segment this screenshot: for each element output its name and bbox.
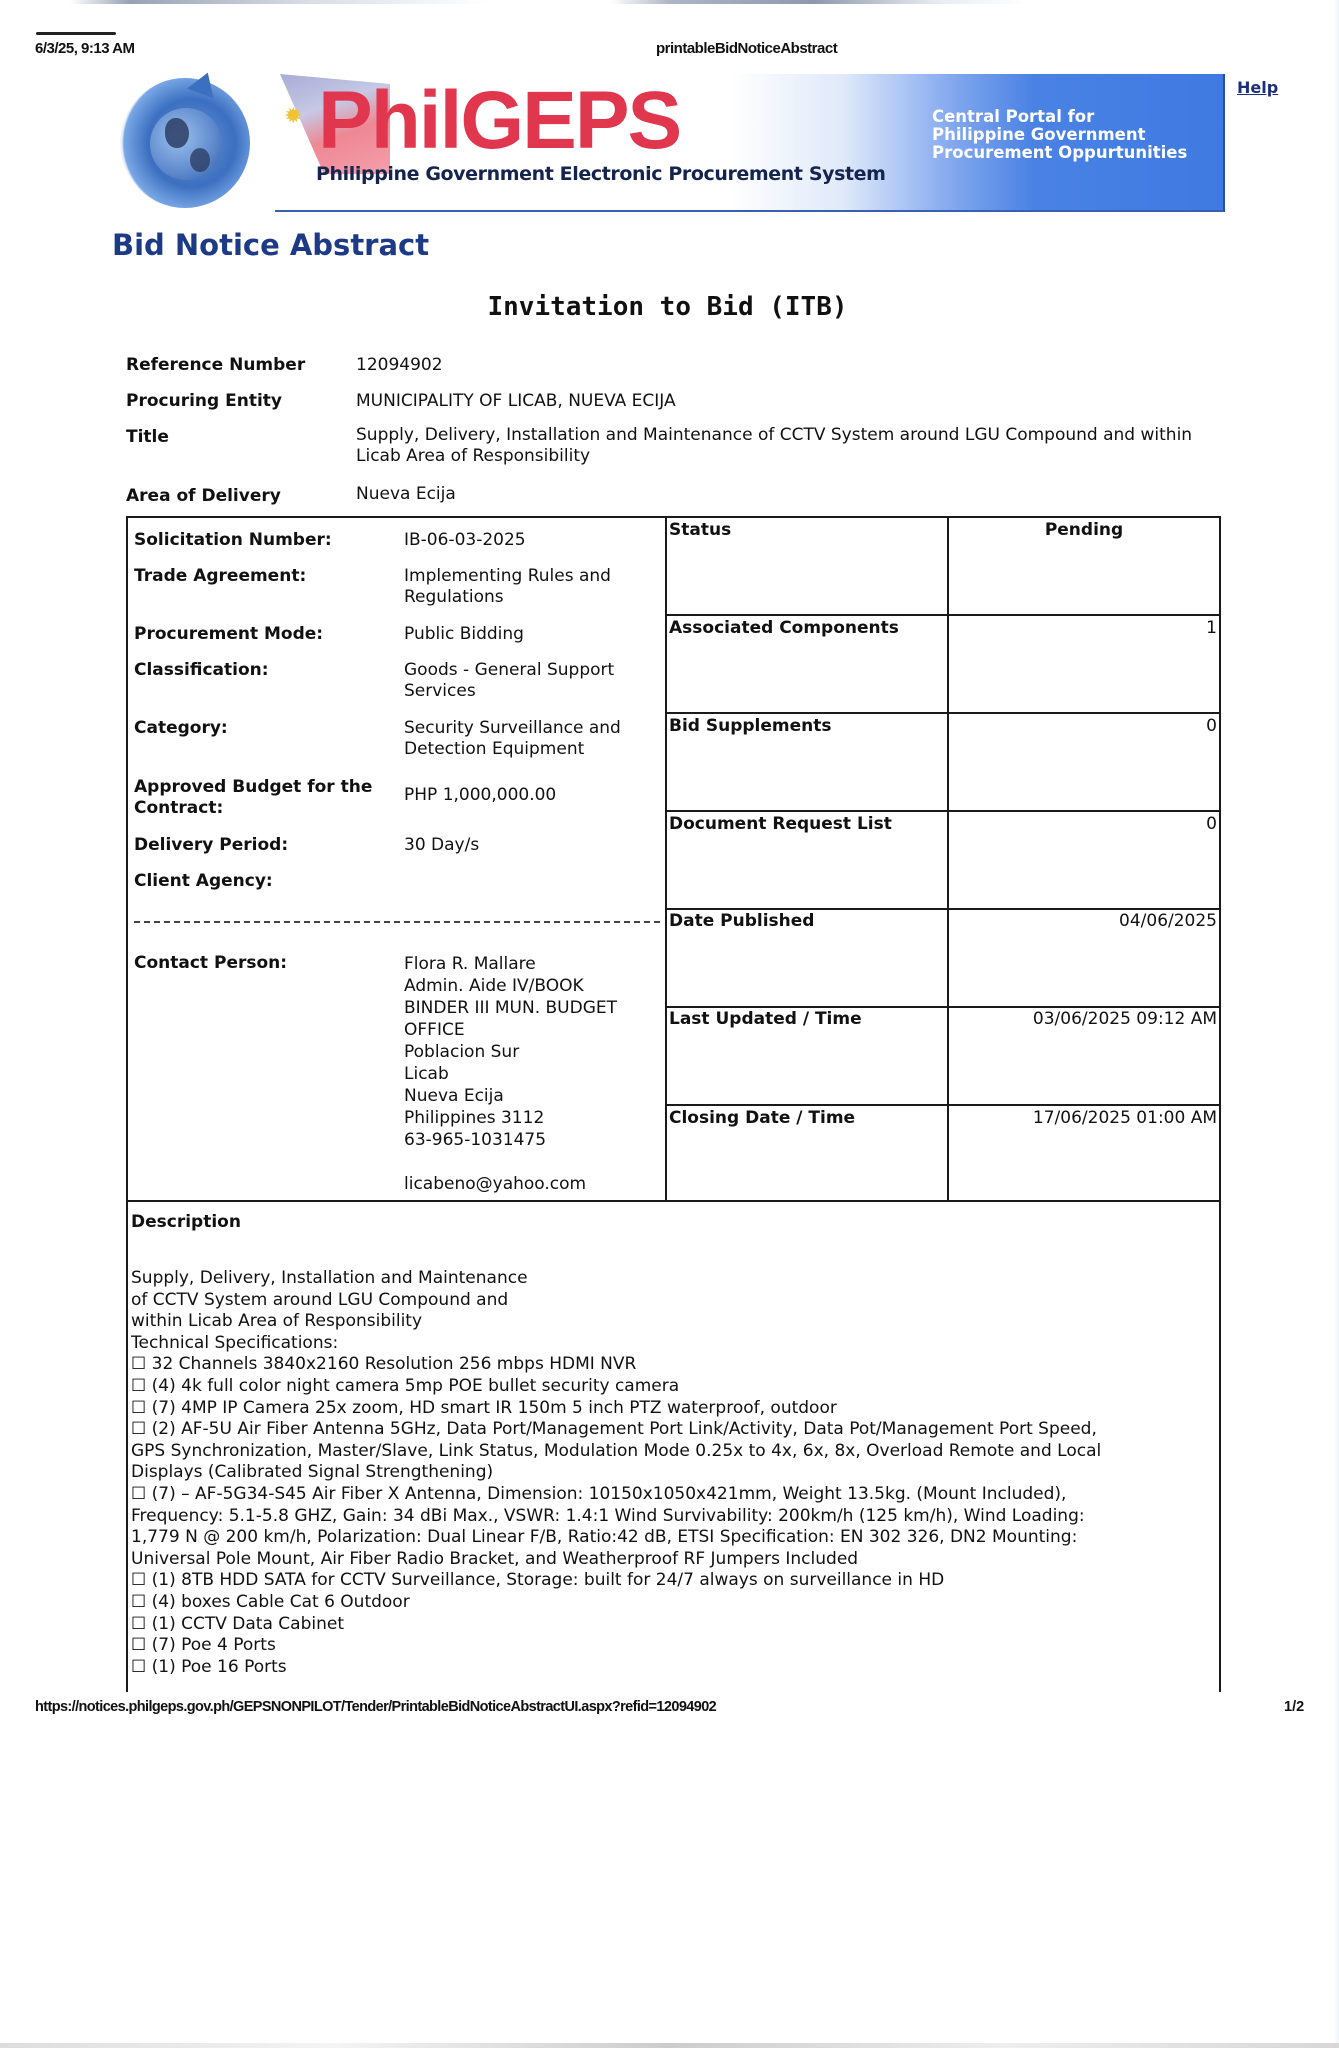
associated-components-label: Associated Components bbox=[669, 618, 899, 638]
row-divider bbox=[665, 1104, 1221, 1106]
row-divider bbox=[665, 810, 1221, 812]
print-footer-url: https://notices.philgeps.gov.ph/GEPSNONPILOT/Tender/PrintableBidNoticeAbstractUI.aspx?refid=12094902 bbox=[35, 1699, 717, 1715]
title-value: Supply, Delivery, Installation and Maintenance of CCTV System around LGU Compound and within Licab Area of Responsibility bbox=[356, 425, 1193, 466]
delivery-period-value: 30 Day/s bbox=[404, 835, 480, 855]
area-of-delivery-label: Area of Delivery bbox=[126, 486, 281, 506]
procurement-mode-label: Procurement Mode: bbox=[134, 624, 324, 644]
pen-mark bbox=[36, 32, 116, 35]
contact-address: Poblacion Sur bbox=[404, 1042, 520, 1062]
trade-agreement-label: Trade Agreement: bbox=[134, 566, 307, 586]
spec-item-continued: 1,779 N @ 200 km/h, Polarization: Dual Linear F/B, Ratio:42 dB, ETSI Specification: EN 302 326, DN2 Mounting: bbox=[131, 1527, 1078, 1548]
notice-type-text: Invitation to Bid (ITB) bbox=[487, 292, 848, 322]
solicitation-number-label: Solicitation Number: bbox=[134, 530, 332, 550]
description-body bbox=[131, 1268, 1191, 1678]
bid-supplements-value: 0 bbox=[1206, 716, 1217, 736]
contact-address: Licab bbox=[404, 1064, 449, 1084]
spec-item: ☐ 32 Channels 3840x2160 Resolution 256 mbps HDMI NVR bbox=[131, 1354, 637, 1375]
procurement-mode-value: Public Bidding bbox=[404, 624, 524, 644]
contact-position: OFFICE bbox=[404, 1020, 465, 1040]
approved-budget-value: PHP 1,000,000.00 bbox=[404, 785, 557, 805]
spec-item: ☐ (4) 4k full color night camera 5mp POE bullet security camera bbox=[131, 1375, 680, 1396]
description-line: of CCTV System around LGU Compound and bbox=[131, 1289, 509, 1310]
description-line: Technical Specifications: bbox=[131, 1332, 339, 1353]
row-divider bbox=[665, 712, 1221, 714]
sun-icon: ✹ bbox=[284, 104, 303, 129]
procuring-entity-value: MUNICIPALITY OF LICAB, NUEVA ECIJA bbox=[356, 391, 676, 411]
row-divider bbox=[665, 1006, 1221, 1008]
spec-item: ☐ (1) CCTV Data Cabinet bbox=[131, 1613, 344, 1634]
notice-type-heading bbox=[0, 292, 1339, 322]
scan-bottom-edge bbox=[0, 2043, 1339, 2048]
row-divider bbox=[665, 908, 1221, 910]
title-label: Title bbox=[126, 427, 169, 447]
row-divider bbox=[665, 614, 1221, 616]
area-of-delivery-value: Nueva Ecija bbox=[356, 484, 456, 504]
description-title: Description bbox=[131, 1212, 241, 1232]
portal-line: Procurement Oppurtunities bbox=[932, 143, 1188, 162]
globe-earth-icon bbox=[150, 108, 222, 180]
procuring-entity-label: Procuring Entity bbox=[126, 391, 282, 411]
description-line: Supply, Delivery, Installation and Maintenance bbox=[131, 1268, 528, 1288]
spec-item-continued: Universal Pole Mount, Air Fiber Radio Bracket, and Weatherproof RF Jumpers Included bbox=[131, 1548, 859, 1569]
globe-continent-icon bbox=[165, 118, 189, 148]
last-updated-value: 03/06/2025 09:12 AM bbox=[1032, 1009, 1217, 1029]
document-request-list-value: 0 bbox=[1206, 814, 1217, 834]
contact-phone: 63-965-1031475 bbox=[404, 1130, 547, 1150]
contact-address: Nueva Ecija bbox=[404, 1086, 504, 1106]
client-agency-label: Client Agency: bbox=[134, 871, 273, 891]
spec-item: ☐ (7) Poe 4 Ports bbox=[131, 1635, 276, 1656]
portal-line: Central Portal for bbox=[932, 107, 1095, 126]
contact-spacer bbox=[404, 1151, 654, 1173]
philgeps-subtitle: Philippine Government Electronic Procurement System bbox=[316, 163, 886, 185]
bid-supplements-label: Bid Supplements bbox=[669, 716, 832, 736]
category-label: Category: bbox=[134, 718, 228, 738]
page-number: 1/2 bbox=[1284, 1699, 1305, 1715]
contact-person-label: Contact Person: bbox=[134, 953, 288, 973]
spec-item-continued: GPS Synchronization, Master/Slave, Link Status, Modulation Mode 0.25x to 4x, 6x, 8x, Overload Remote and Local bbox=[131, 1440, 1102, 1461]
approved-budget-label: Approved Budget for the Contract: bbox=[134, 777, 373, 818]
document-request-list-label: Document Request List bbox=[669, 814, 892, 834]
column-divider bbox=[665, 516, 667, 1202]
reference-number-value: 12094902 bbox=[356, 355, 443, 375]
print-datetime: 6/3/25, 9:13 AM bbox=[35, 40, 135, 57]
contact-person-value bbox=[404, 953, 654, 1195]
print-page-title: printableBidNoticeAbstract bbox=[656, 40, 838, 57]
spec-item: ☐ (7) 4MP IP Camera 25x zoom, HD smart IR 150m 5 inch PTZ waterproof, outdoor bbox=[131, 1397, 837, 1418]
contact-email[interactable]: licabeno@yahoo.com bbox=[404, 1174, 587, 1194]
solicitation-number-value: IB-06-03-2025 bbox=[404, 530, 526, 550]
page-heading: Bid Notice Abstract bbox=[112, 228, 430, 262]
portal-line: Philippine Government bbox=[932, 125, 1146, 144]
delivery-period-label: Delivery Period: bbox=[134, 835, 289, 855]
category-value: Security Surveillance and Detection Equipment bbox=[404, 718, 621, 759]
status-label: Status bbox=[669, 520, 732, 540]
contact-position: BINDER III MUN. BUDGET bbox=[404, 998, 618, 1018]
contact-position: Admin. Aide IV/BOOK bbox=[404, 976, 584, 996]
spec-item-continued: Displays (Calibrated Signal Strengthening) bbox=[131, 1462, 494, 1483]
help-link[interactable]: Help bbox=[1237, 78, 1279, 97]
philgeps-logo-text: PhilGEPS bbox=[318, 75, 681, 166]
date-published-value: 04/06/2025 bbox=[1119, 911, 1217, 931]
last-updated-label: Last Updated / Time bbox=[669, 1009, 862, 1029]
contact-address: Philippines 3112 bbox=[404, 1108, 545, 1128]
spec-item: ☐ (2) AF-5U Air Fiber Antenna 5GHz, Data Port/Management Port Link/Activity, Data Pot/Management Port Speed, bbox=[131, 1419, 1097, 1440]
classification-value: Goods - General Support Services bbox=[404, 660, 615, 701]
closing-date-label: Closing Date / Time bbox=[669, 1108, 856, 1128]
section-divider bbox=[134, 921, 660, 923]
contact-name: Flora R. Mallare bbox=[404, 954, 536, 974]
description-line: within Licab Area of Responsibility bbox=[131, 1311, 423, 1332]
trade-agreement-value: Implementing Rules and Regulations bbox=[404, 566, 611, 607]
portal-tagline bbox=[932, 108, 1187, 162]
date-published-label: Date Published bbox=[669, 911, 815, 931]
closing-date-value: 17/06/2025 01:00 AM bbox=[1032, 1108, 1217, 1128]
scan-top-artifact bbox=[70, 0, 1270, 4]
spec-item: ☐ (1) Poe 16 Ports bbox=[131, 1656, 287, 1677]
associated-components-value: 1 bbox=[1206, 618, 1217, 638]
spec-item: ☐ (7) – AF-5G34-S45 Air Fiber X Antenna, Dimension: 10150x1050x421mm, Weight 13.5kg. (Mount Included), bbox=[131, 1483, 1067, 1504]
reference-number-label: Reference Number bbox=[126, 355, 306, 375]
classification-label: Classification: bbox=[134, 660, 269, 680]
spec-item-continued: Frequency: 5.1-5.8 GHZ, Gain: 34 dBi Max., VSWR: 1.4:1 Wind Survivability: 200km/h (125 km/h), Wind Loading: bbox=[131, 1505, 1085, 1526]
status-badge: Pending bbox=[1044, 520, 1124, 540]
spec-item: ☐ (1) 8TB HDD SATA for CCTV Surveillance, Storage: built for 24/7 always on surveillance in HD bbox=[131, 1570, 945, 1591]
spec-item: ☐ (4) boxes Cable Cat 6 Outdoor bbox=[131, 1591, 410, 1612]
column-divider bbox=[947, 516, 949, 1202]
globe-continent-icon bbox=[190, 148, 210, 172]
